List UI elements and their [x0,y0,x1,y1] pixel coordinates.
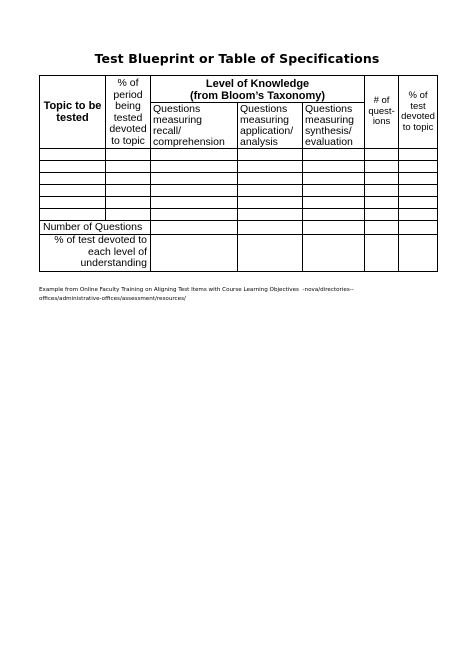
table-cell[interactable] [399,209,438,221]
pct-test-header: % of test devoted to topic [399,76,438,149]
table-cell[interactable] [40,149,106,161]
table-row [40,161,438,173]
table-cell[interactable] [303,221,365,235]
specification-table [39,75,438,272]
table-cell[interactable] [106,161,151,173]
table-cell[interactable] [106,149,151,161]
table-cell[interactable] [151,209,238,221]
table-cell[interactable] [303,185,365,197]
topic-header: Topic to be tested [40,76,106,149]
number-of-questions-row [40,221,438,235]
table-row [40,173,438,185]
table-cell[interactable] [151,161,238,173]
table-cell[interactable] [106,185,151,197]
table-cell[interactable] [365,185,399,197]
table-cell[interactable] [151,197,238,209]
table-cell[interactable] [399,173,438,185]
source-footnote: Example from Online Faculty Training on Aligning Test Items with Course Learning Objectives -nova/directories-- offices/administrative-offices/assessment/resources/ [39,287,354,302]
recall-header: Questions measuring recall/ comprehension [151,103,238,149]
table-cell[interactable] [238,235,303,272]
table-row [40,209,438,221]
table-cell[interactable] [399,235,438,272]
pct-test-label: % of test devoted to each level of understanding [40,235,151,272]
table-cell[interactable] [399,161,438,173]
table-cell[interactable] [303,149,365,161]
table-cell[interactable] [303,197,365,209]
page-title: Test Blueprint or Table of Specifications [94,51,380,66]
table-cell[interactable] [40,185,106,197]
table-cell[interactable] [238,173,303,185]
table-cell[interactable] [40,161,106,173]
table-cell[interactable] [303,173,365,185]
table-cell[interactable] [303,161,365,173]
table-cell[interactable] [238,161,303,173]
table-cell[interactable] [303,209,365,221]
table-cell[interactable] [40,209,106,221]
table-cell[interactable] [151,185,238,197]
period-header: % of period being tested devoted to topic [106,76,151,149]
table-cell[interactable] [238,185,303,197]
table-cell[interactable] [399,149,438,161]
num-questions-header: # of quest- ions [365,76,399,149]
table-cell[interactable] [238,221,303,235]
table-cell[interactable] [399,197,438,209]
pct-test-row [40,235,438,272]
table-cell[interactable] [365,161,399,173]
table-cell[interactable] [106,197,151,209]
table-cell[interactable] [399,185,438,197]
table-cell[interactable] [106,173,151,185]
table-cell[interactable] [365,149,399,161]
table-cell[interactable] [365,235,399,272]
number-of-questions-label: Number of Questions [40,221,151,235]
table-cell[interactable] [151,173,238,185]
application-header: Questions measuring application/ analysis [238,103,303,149]
table-cell[interactable] [365,197,399,209]
synthesis-header: Questions measuring synthesis/ evaluation [303,103,365,149]
table-cell[interactable] [238,209,303,221]
table-cell[interactable] [365,173,399,185]
level-of-knowledge-header: Level of Knowledge (from Bloom’s Taxonomy) [151,76,365,103]
table-cell[interactable] [151,149,238,161]
table-cell[interactable] [365,221,399,235]
table-cell[interactable] [106,209,151,221]
table-cell[interactable] [40,173,106,185]
table-cell[interactable] [365,209,399,221]
table-cell[interactable] [238,149,303,161]
table-cell[interactable] [151,235,238,272]
table-cell[interactable] [303,235,365,272]
table-cell[interactable] [40,197,106,209]
table-row [40,149,438,161]
table-cell[interactable] [399,221,438,235]
table-cell[interactable] [238,197,303,209]
table-row [40,185,438,197]
table-row [40,197,438,209]
table-cell[interactable] [151,221,238,235]
